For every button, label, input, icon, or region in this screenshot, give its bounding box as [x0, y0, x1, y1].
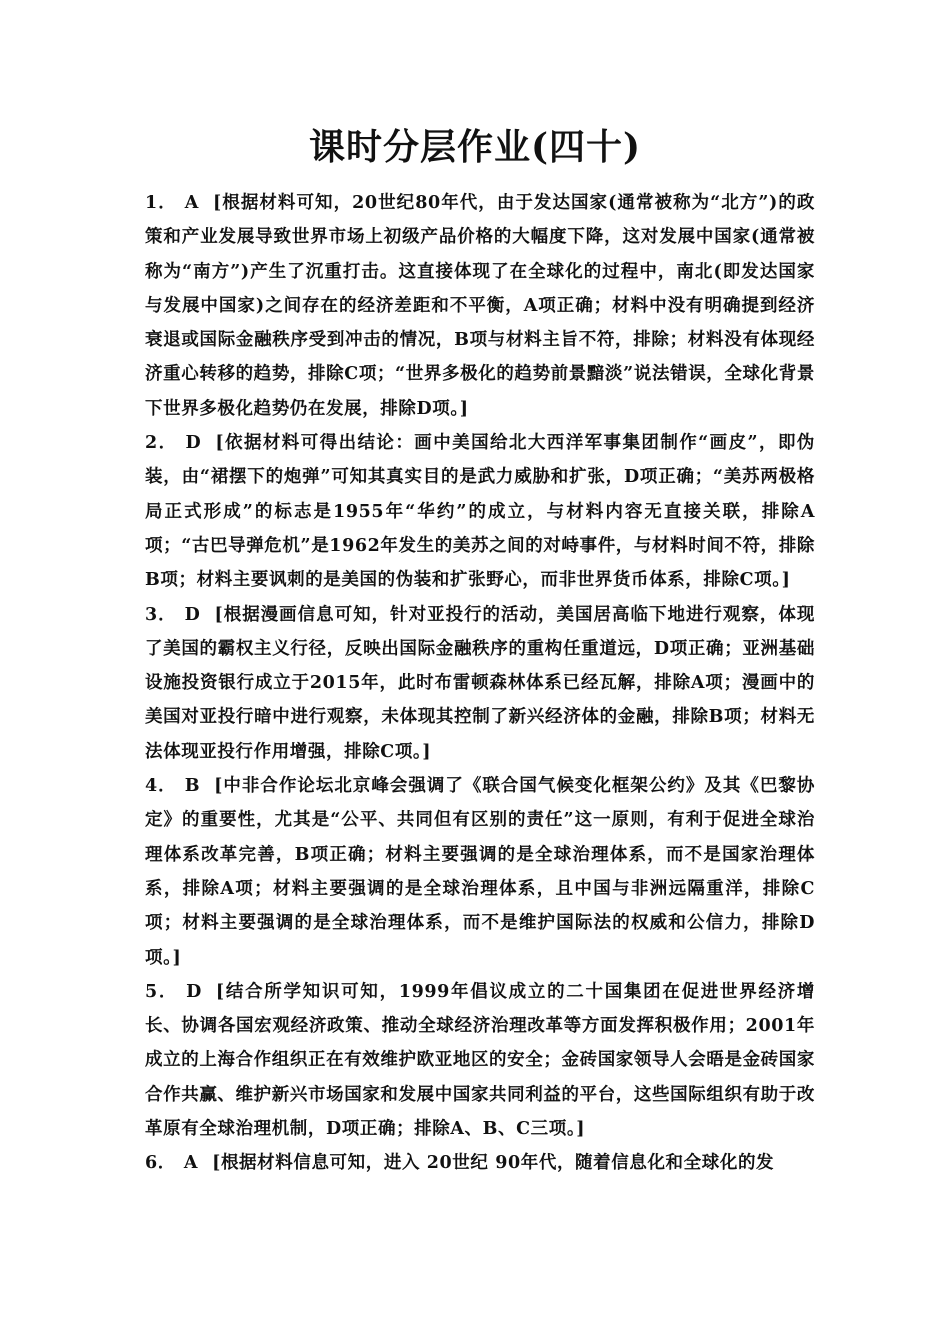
item-explanation: [中非合作论坛北京峰会强调了《联合国气候变化框架公约》及其《巴黎协定》的重要性，尤其是“公平、共同但有区别的责任”这一原则，有利于促进全球治理体系改革完善，B项正确；材料主要强调的是全球治理体系，而不是国家治理体系，排除A项；材料主要强调的是全球治理体系，且中国与非洲远隔重洋，排除C项；材料主要强调的是全球治理体系，而不是维护国际法的权威和公信力，排除D项。] [145, 776, 815, 968]
answer-item-3 [145, 598, 815, 769]
item-number: 5． [145, 981, 179, 1002]
answer-item-4 [145, 769, 815, 975]
answer-item-5 [145, 975, 815, 1146]
answer-item-6 [145, 1146, 815, 1180]
item-explanation: [根据材料可知，20世纪80年代，由于发达国家(通常被称为“北方”)的政策和产业发展导致世界市场上初级产品价格的大幅度下降，这对发展中国家(通常被称为“南方”)产生了沉重打击。这直接体现了在全球化的过程中，南北(即发达国家与发展中国家)之间存在的经济差距和不平衡，A项正确；材料中没有明确提到经济衰退或国际金融秩序受到冲击的情况，B项与材料主旨不符，排除；材料没有体现经济重心转移的趋势，排除C项；“世界多极化的趋势前景黯淡”说法错误，全球化背景下世界多极化趋势仍在发展，排除D项。] [145, 193, 815, 419]
item-explanation: [根据漫画信息可知，针对亚投行的活动，美国居高临下地进行观察，体现了美国的霸权主义行径，反映出国际金融秩序的重构任重道远，D项正确；亚洲基础设施投资银行成立于2015年，此时布雷顿森林体系已经瓦解，排除A项；漫画中的美国对亚投行暗中进行观察，未体现其控制了新兴经济体的金融，排除B项；材料无法体现亚投行作用增强，排除C项。] [145, 604, 815, 762]
item-number: 4． [145, 776, 177, 797]
item-answer: D [184, 604, 201, 625]
item-number: 6． [145, 1153, 176, 1174]
item-answer: D [186, 981, 202, 1002]
answer-list [145, 186, 815, 1181]
item-number: 1． [145, 193, 177, 213]
item-answer: B [184, 776, 201, 797]
item-number: 3． [145, 604, 177, 625]
item-answer: A [184, 193, 199, 213]
answer-item-1 [145, 186, 815, 426]
item-answer: A [183, 1153, 199, 1174]
item-explanation: [依据材料可得出结论：画中美国给北大西洋军事集团制作“画皮”，即伪装，由“裙摆下的炮弹”可知其真实目的是武力威胁和扩张，D项正确；“美苏两极格局正式形成”的标志是1955年“华约”的成立，与材料内容无直接关联，排除A项；“古巴导弹危机”是1962年发生的美苏之间的对峙事件，与材料时间不符，排除B项；材料主要讽刺的是美国的伪装和扩张野心，而非世界货币体系，排除C项。] [145, 433, 815, 591]
item-answer: D [185, 433, 202, 454]
item-number: 2． [145, 433, 178, 454]
item-explanation: [根据材料信息可知，进入 20世纪 90年代，随着信息化和全球化的发 [212, 1153, 775, 1174]
item-explanation: [结合所学知识可知，1999年倡议成立的二十国集团在促进世界经济增长、协调各国宏观经济政策、推动全球经济治理改革等方面发挥积极作用；2001年成立的上海合作组织正在有效维护欧亚地区的安全；金砖国家领导人会晤是金砖国家合作共赢、维护新兴市场国家和发展中国家共同利益的平台，这些国际组织有助于改革原有全球治理机制，D项正确；排除A、B、C三项。] [145, 981, 815, 1140]
answer-item-2 [145, 426, 815, 597]
page-title: 课时分层作业(四十) [308, 126, 642, 168]
